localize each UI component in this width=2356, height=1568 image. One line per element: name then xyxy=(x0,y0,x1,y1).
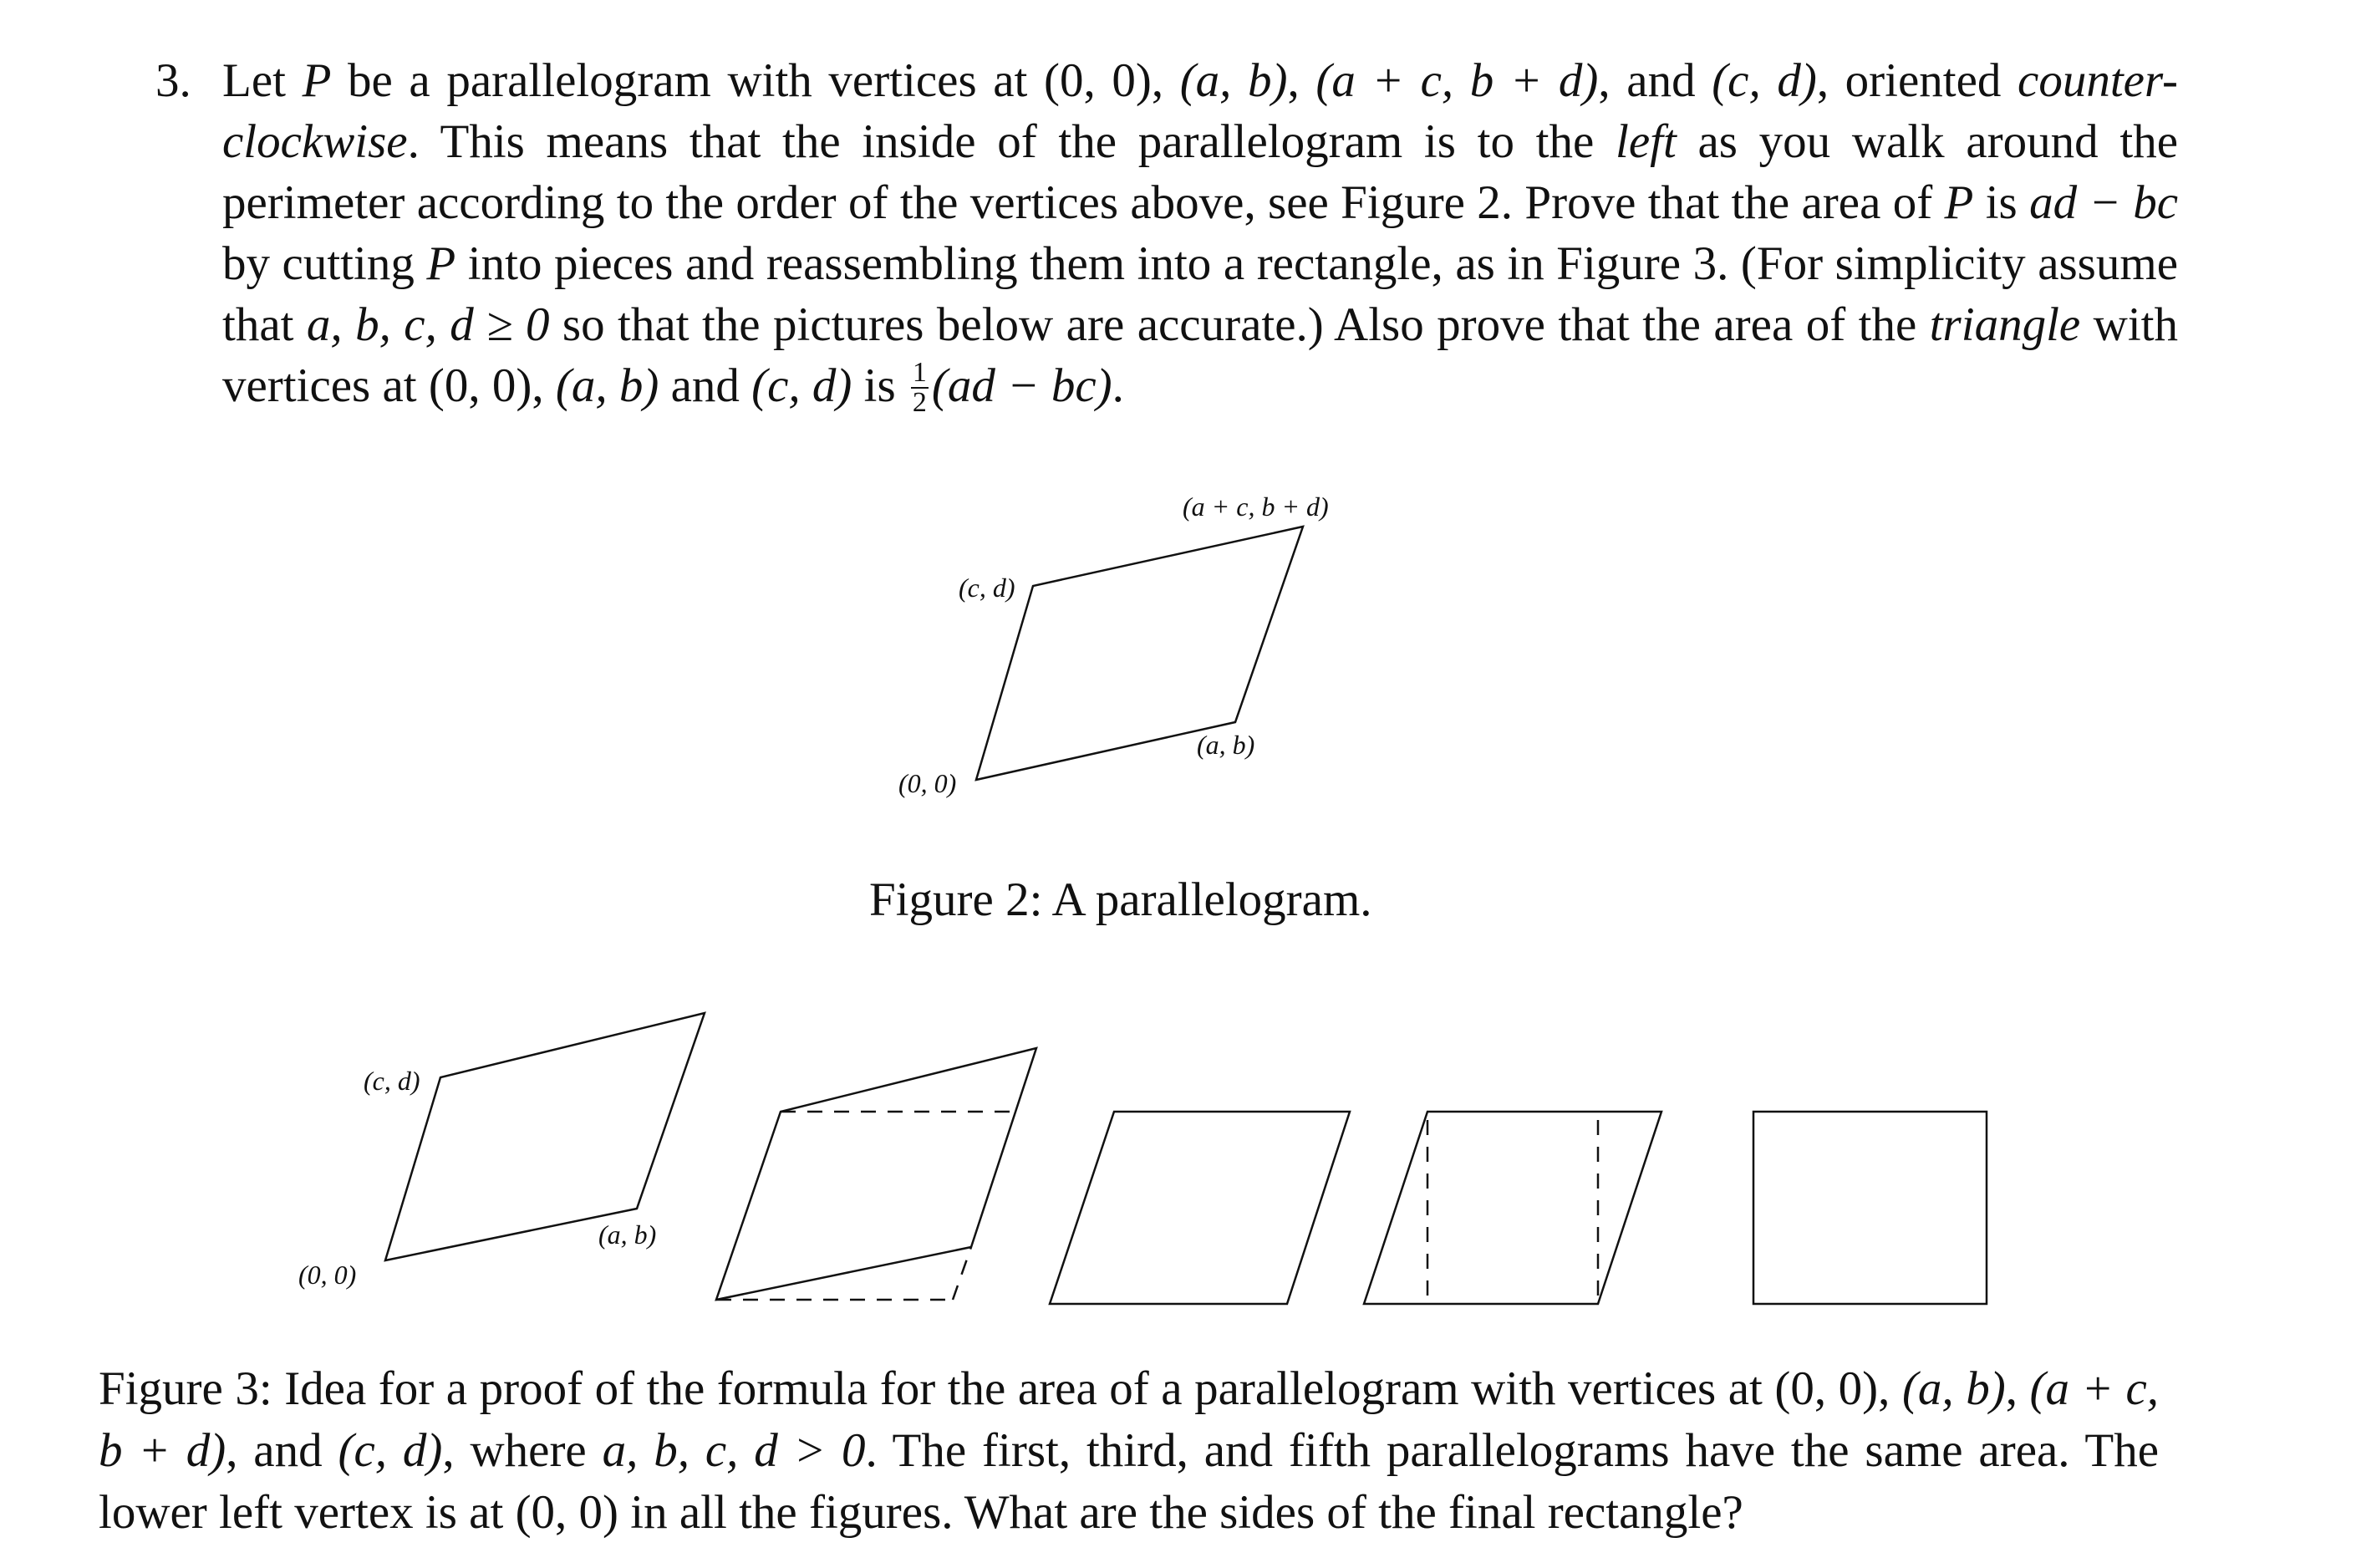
emph-left: left xyxy=(1616,115,1677,168)
fig2-label-origin: (0, 0) xyxy=(898,768,957,798)
fig3-label-origin: (0, 0) xyxy=(298,1260,357,1290)
fig2-label-cd: (c, d) xyxy=(959,573,1015,603)
figure2-caption: Figure 2: A parallelogram. xyxy=(869,873,1372,926)
fig3-parallelogram-1 xyxy=(385,1013,705,1260)
fig3-dash-diag xyxy=(953,1247,971,1300)
fig2-label-apc: (a + c, b + d) xyxy=(1183,491,1329,522)
problem-number: 3. xyxy=(155,54,191,107)
one-half-fraction: $\frac{1}{2}$ xyxy=(912,356,927,418)
fig3-parallelogram-2 xyxy=(716,1048,1036,1300)
emph-triangle: triangle xyxy=(1929,298,2081,351)
fig3-rectangle xyxy=(1753,1112,1987,1304)
fig3-parallelogram-4 xyxy=(1364,1112,1661,1304)
emph-counter-clockwise: counter-clockwise xyxy=(222,54,2179,168)
fig3-parallelogram-3 xyxy=(1050,1112,1350,1304)
fig3-label-cd: (c, d) xyxy=(364,1066,420,1096)
fig2-label-ab: (a, b) xyxy=(1197,730,1255,760)
figure3-caption: Figure 3: Idea for a proof of the formula for the area of a parallelogram with vertices at (0, 0), (a, b), (a + c, b + d), and (c, d), where a, b, c, d > 0. The first, third, and fifth parallelograms have the same area. The lower left vertex is at (0, 0) in all the figures. What are the sides of the final rectangle? xyxy=(99,1362,2160,1539)
problem-text: Let P be a parallelogram with vertices at (0, 0), (a, b), (a + c, b + d), and (c, d), oriented counter-clockwise. This means that the inside of the parallelogram is to the left as you walk around the perimeter according to the order of the vertices above, see Figure 2. Prove that the area of P is ad − bc by cutting P into pieces and reassembling them into a rectangle, as in Figure 3. (For simplicity assume that a, b, c, d ≥ 0 so that the pictures below are accurate.) Also prove that the area of the triangle with vertices at (0, 0), (a, b) and (c, d) is $\frac{1}{2}$ (ad − bc). xyxy=(222,54,2179,418)
fig3-label-ab: (a, b) xyxy=(598,1219,657,1250)
